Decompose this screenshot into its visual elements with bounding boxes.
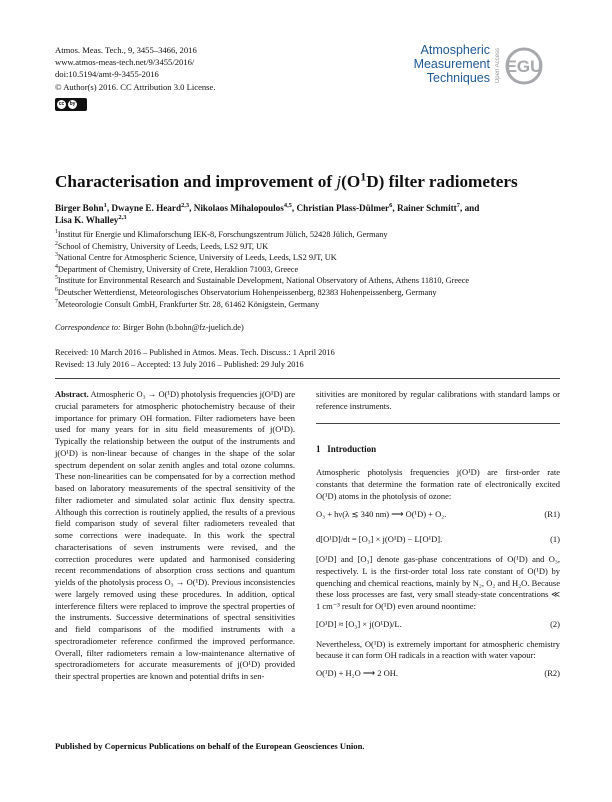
paragraph: Atmospheric photolysis frequencies j(O¹D) are first-order rate constants that determine the formation rate of electronically excited O(¹D) atoms in the photolysis of ozone:: [316, 467, 560, 501]
license: © Author(s) 2016. CC Attribution 3.0 License.: [55, 81, 216, 92]
divider: [316, 423, 560, 424]
right-column: [316, 389, 560, 680]
paragraph: Nevertheless, O(¹D) is extremely important for atmospheric chemistry because it can form OH radicals in a reaction with water vapour:: [316, 638, 560, 661]
equation-2: [O¹D] ≈ [O₃] × j(O¹D)/L. (2): [316, 618, 560, 629]
reaction-r2: O(¹D) + H₂O ⟶ 2 OH. (R2): [316, 668, 560, 678]
paragraph: [O¹D] and [O₃] denote gas-phase concentrations of O(¹D) and O₃, respectively. L is the first-order total loss rate constant of O(¹D) by quenching and chemical reactions, mainly by N₂, O₂ and H₂O. Because these loss processes are fast, very small steady-state concentrations ≪ 1 cm⁻³ result for O(¹D) even around noontime:: [316, 554, 560, 611]
affiliation-item: $^6$Deutscher Wetterdienst, Meteorologisches Observatorium Hohenpeissenberg, 82383 Hohenpeissenberg, Germany: [55, 287, 437, 297]
article-url[interactable]: www.atmos-meas-tech.net/9/3455/2016/: [55, 57, 195, 68]
abstract-text: Atmospheric O₃ → O(¹D) photolysis frequencies j(O¹D) are crucial parameters for atmospheric photochemistry because of their importance for primary OH formation. Filter radiometers have been used for many years for in situ field measurements of j(O¹D). Typically the relationship between the output of the instruments and j(O¹D) is non-linear because of changes in the shape of the solar spectrum dependent on solar zenith angles and total ozone columns. These non-linearities can be compensated for by a correction method based on laboratory measurements of the spectral sensitivity of the filter radiometer and simulated solar actinic flux density spectra. Although this correction is routinely applied, the results of a previous field comparison study of several filter radiometers revealed that some corrections were inadequate. In this work the spectral characterisations of seven instruments were revised, and the correction procedures were updated and harmonised considering recent recommendations of absorption cross sections and quantum yields of the photolysis process O₃ → O(¹D). Previous inconsistencies were largely removed using these procedures. In addition, optical interference filters were replaced to improve the spectral properties of the instruments. Successive determinations of spectral sensitivities and field comparisons of the modified instruments with a spectroradiometer reference confirmed the improved performance. Overall, filter radiometers remain a low-maintenance alternative of spectroradiometers for accurate measurements of j(O¹D) provided their spectral properties are known and potential drifts in sen-: [55, 389, 295, 681]
divider: [55, 378, 560, 379]
correspondence: Correspondence to: Birger Bohn (b.bohn@fz-juelich.de): [55, 323, 244, 332]
reaction-r1: O₃ + hν(λ ≲ 340 nm) ⟶ O(¹D) + O₂. (R1): [316, 508, 560, 519]
doi[interactable]: doi:10.5194/amt-9-3455-2016: [55, 69, 159, 80]
svg-text:EGU: EGU: [505, 57, 543, 76]
affiliation-item: $^3$National Centre for Atmospheric Science, University of Leeds, Leeds, LS2 9JT, UK: [55, 252, 337, 263]
affiliation-item: $^7$Meteorologie Consult GmbH, Frankfurter Str. 28, 61462 Königstein, Germany: [55, 298, 320, 309]
open-access-label: Open Access: [495, 48, 501, 84]
paper-title: Characterisation and improvement of $j(O^1D)$ filter radiometers: [55, 169, 518, 191]
footer: Published by Copernicus Publications on behalf of the European Geosciences Union.: [55, 741, 365, 751]
citation: Atmos. Meas. Tech., 9, 3455–3466, 2016: [55, 45, 197, 55]
affiliation-item: $^1$Institut für Energie und Klimaforschung IEK-8, Forschungszentrum Jülich, 52428 Jülich, Germany: [55, 229, 388, 239]
abstract: [55, 389, 295, 683]
affiliation-item: $^2$School of Chemistry, University of Leeds, Leeds, LS2 9JT, UK: [55, 240, 269, 251]
abstract-label: Abstract.: [55, 389, 89, 399]
publication-dates: Received: 10 March 2016 – Published in Atmos. Meas. Tech. Discuss.: 1 April 2016 Revised: 13 July 2016 – Accepted: 13 July 2016 – Published: 29 July 2016: [55, 348, 335, 369]
journal-name: Atmospheric Measurement Techniques: [413, 43, 490, 85]
cc-by-icon: cc by: [55, 98, 87, 111]
equation-1: d[O¹D]/dt = [O₃] × j(O¹D) − L[O¹D]. (1): [316, 534, 560, 545]
egu-logo-icon: [504, 46, 560, 86]
affiliation-item: $^5$Institute for Environmental Research and Sustainable Development, National Observatory of Athens, Athens 11810, Greece: [55, 275, 470, 286]
affiliation-item: $^4$Department of Chemistry, University of Crete, Heraklion 71003, Greece: [55, 264, 299, 274]
journal-logo: [404, 42, 564, 98]
author-list: Birger Bohn$^1$, Dwayne E. Heard$^{2,3}$, Nikolaos Mihalopoulos$^{4,5}$, Christian Plass-Dülmer$^6$, Rainer Schmitt$^7$, and Lisa K. Whalley$^{2,3}$: [55, 201, 480, 225]
abstract-continuation: sitivities are monitored by regular calibrations with standard lamps or reference instruments.: [316, 389, 560, 411]
affiliations: [55, 229, 575, 310]
section-heading: 1 Introduction: [316, 443, 377, 454]
article-header: [55, 44, 216, 93]
